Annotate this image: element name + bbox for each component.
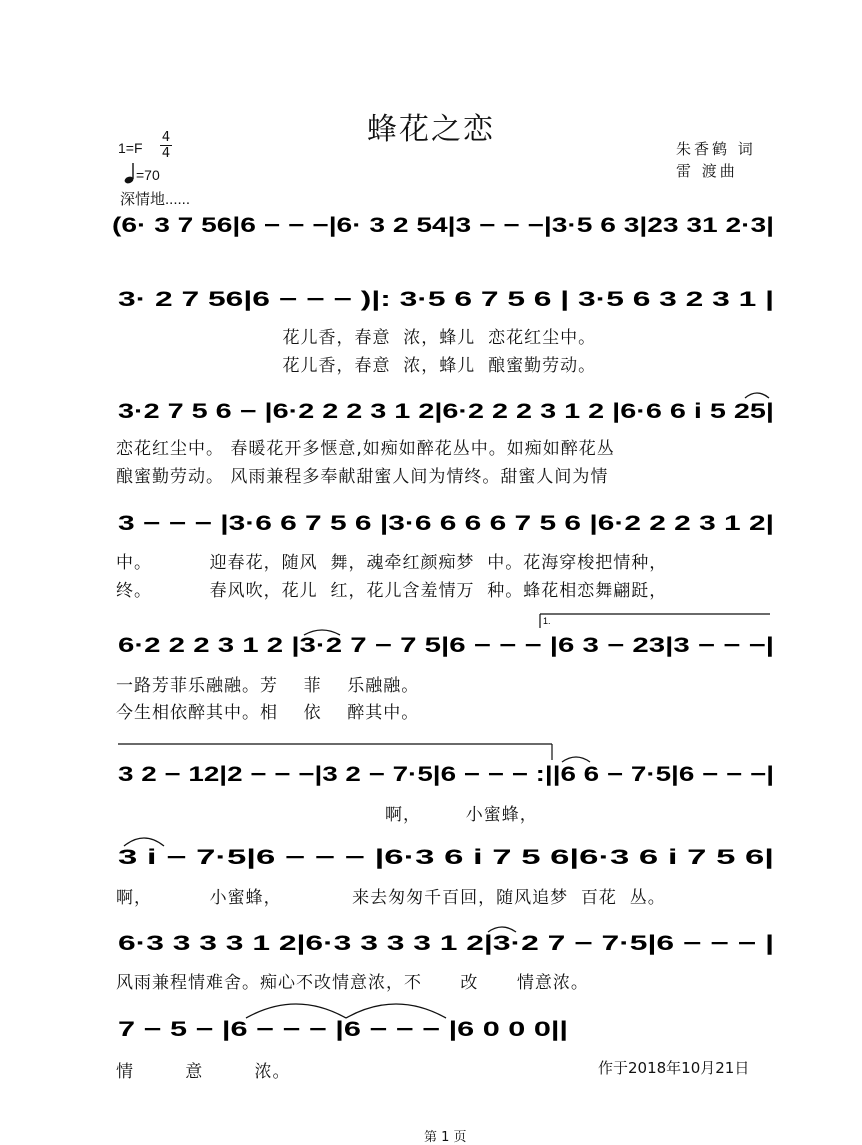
lyrics-row-5-verse-2: 今生相依醉其中。相 依 醉其中。: [116, 703, 420, 723]
notes-row-4: 3 − − − |3·6 6 7 5 6 |3·6 6 6 6 7 5 6 |6·2 2 2 3 1 2|: [118, 512, 774, 535]
lyricist-credit: 朱香鹤 词: [676, 140, 756, 158]
song-title: 蜂花之恋: [367, 112, 495, 147]
expression-marking: 深情地......: [120, 191, 191, 208]
page-number: 第 1 页: [424, 1130, 467, 1145]
notes-row-6: 3 2 − 12|2 − − −|3 2 − 7·5|6 − − − :||6 6 − 7·5|6 − − −|: [118, 763, 774, 786]
tie-mark: [246, 1004, 346, 1018]
notation-row-4: [118, 512, 774, 535]
lyrics-row-9: 情 意 浓。: [116, 1062, 291, 1082]
slur-mark: [124, 838, 164, 846]
time-signature-bottom: 4: [161, 146, 171, 161]
composition-date: 作于2018年10月21日: [598, 1059, 750, 1077]
notes-row-9: 7 − 5 − |6 − − − |6 − − − |6 0 0 0||: [118, 1018, 568, 1041]
lyrics-row-4-verse-2: 终。 春风吹，花儿 红，花儿含羞情万 种。蜂花相恋舞翩跹，: [116, 581, 668, 601]
notes-row-8: 6·3 3 3 3 1 2|6·3 3 3 3 1 2|3·2 7 − 7·5|6 − − − |: [118, 932, 774, 955]
notation-row-1: [112, 214, 774, 237]
notes-row-2: 3· 2 7 56|6 − − − )|: 3·5 6 7 5 6 | 3·5 6 3 2 3 1 |: [118, 288, 774, 311]
lyrics-row-7: 啊， 小蜜蜂， 来去匆匆千百回，随风追梦 百花 丛。: [116, 888, 666, 908]
lyrics-row-6: 啊， 小蜜蜂，: [116, 805, 538, 825]
notation-row-8: [118, 927, 774, 955]
lyrics-row-8: 风雨兼程情难舍。痴心不改情意浓，不 改 情意浓。: [116, 973, 589, 993]
tie-mark: [346, 1004, 446, 1018]
lyrics-row-5-verse-1: 一路芳菲乐融融。芳 菲 乐融融。: [116, 676, 420, 696]
notes-row-1: (6· 3 7 56|6 − − −|6· 3 2 54|3 − − −|3·5 6 3|23 31 2·3|: [112, 214, 774, 237]
composer-credit: 雷 渡曲: [676, 162, 738, 180]
slur-mark: [562, 757, 590, 762]
key-signature: 1=F: [118, 140, 143, 156]
notation-row-2: [118, 288, 774, 311]
notation-row-9: [118, 1004, 568, 1041]
lyrics-row-2-verse-2: 花儿香，春意 浓，蜂儿 酿蜜勤劳动。: [116, 356, 597, 376]
lyrics-row-2-verse-1: 花儿香，春意 浓，蜂儿 恋花红尘中。: [116, 328, 597, 348]
lyrics-row-4-verse-1: 中。 迎春花，随风 舞，魂牵红颜痴梦 中。花海穿梭把情种，: [116, 553, 668, 573]
notation-row-3: [118, 393, 774, 423]
notes-row-7: 3 i − 7·5|6 − − − |6·3 6 i 7 5 6|6·3 6 i 7 5 6|: [118, 846, 774, 869]
volta-label: 1.: [543, 616, 551, 626]
notation-row-5: [118, 614, 774, 657]
slur-mark: [745, 393, 769, 398]
lyrics-row-3-verse-1: 恋花红尘中。 春暖花开多惬意,如痴如醉花丛中。如痴如醉花丛: [116, 439, 615, 459]
notation-row-6: [118, 744, 774, 786]
time-signature-top: 4: [161, 130, 171, 145]
tempo-marking: =70: [136, 167, 160, 183]
notes-row-3: 3·2 7 5 6 − |6·2 2 2 3 1 2|6·2 2 2 3 1 2 |6·6 6 i 5 25|: [118, 400, 774, 423]
lyrics-row-3-verse-2: 酿蜜勤劳动。 风雨兼程多奉献甜蜜人间为情终。甜蜜人间为情: [116, 467, 609, 487]
notes-row-5: 6·2 2 2 3 1 2 |3·2 7 − 7 5|6 − − − |6 3 − 23|3 − − −|: [118, 634, 774, 657]
notation-row-7: [118, 838, 774, 869]
